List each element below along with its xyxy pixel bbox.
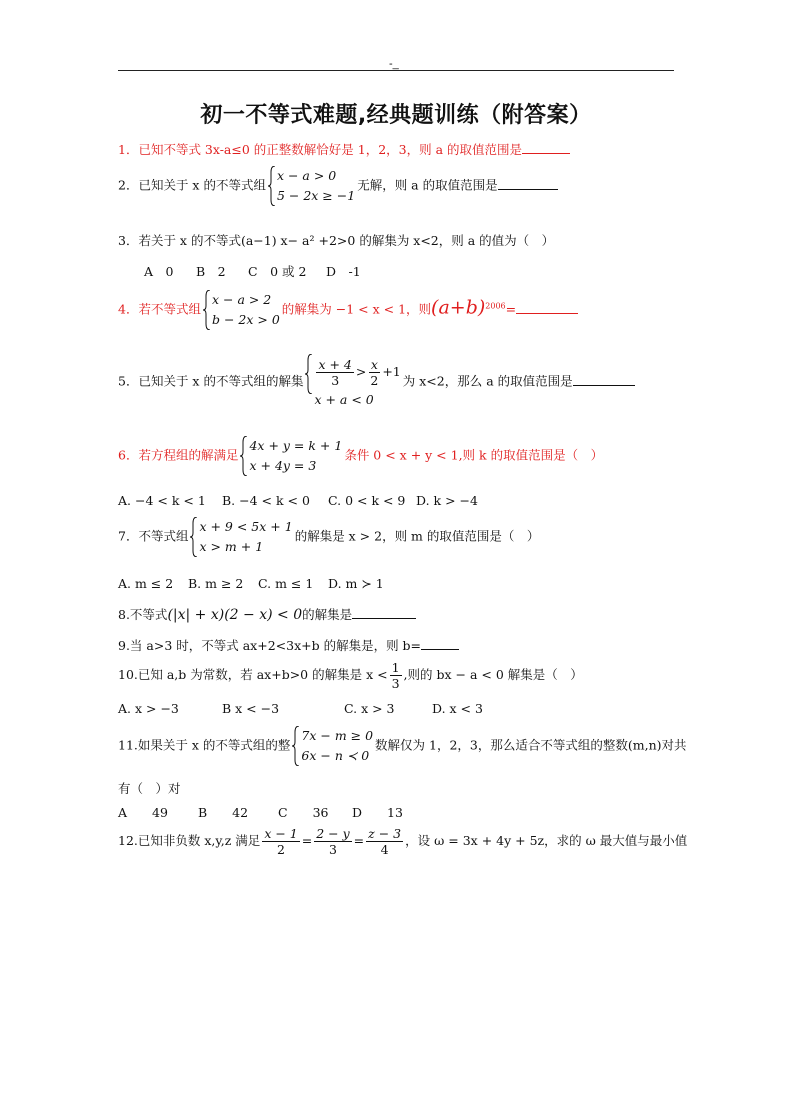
option-d: D. x < 3 bbox=[432, 701, 483, 716]
option-d: D. m ≻ 1 bbox=[328, 576, 384, 591]
question-8-post: 的解集是 bbox=[302, 607, 353, 622]
question-3-text: 3．若关于 x 的不等式(a−1) x− a² +2>0 的解集为 x<2，则 a 的值为（ ） bbox=[118, 233, 555, 248]
option-d: D 13 bbox=[352, 805, 403, 820]
question-4 bbox=[118, 290, 578, 330]
fraction-denominator: 4 bbox=[380, 842, 389, 857]
fraction bbox=[368, 357, 380, 388]
fraction-numerator: 1 bbox=[391, 660, 400, 675]
question-2-pre: 2．已知关于 x 的不等式组 bbox=[118, 177, 266, 193]
brace-icon bbox=[305, 354, 313, 394]
question-10 bbox=[118, 660, 583, 691]
operator: +1 bbox=[382, 364, 401, 379]
question-11-line-2: 有（ ）对 bbox=[118, 781, 181, 796]
question-6-options bbox=[118, 493, 478, 509]
system-line-1: x + 9 < 5x + 1 bbox=[199, 519, 293, 534]
option-a: A. −4 < k < 1 bbox=[118, 493, 206, 508]
system-line-1: 7x − m ≥ 0 bbox=[301, 728, 374, 743]
fraction-denominator: 3 bbox=[391, 676, 400, 691]
option-d: D. k > −4 bbox=[416, 493, 478, 508]
fraction-numerator: x + 4 bbox=[318, 357, 352, 372]
inequality-system bbox=[292, 726, 373, 766]
system-line-2: x + 4y = 3 bbox=[249, 458, 317, 473]
question-11-post: 数解仅为 1，2，3，那么适合不等式组的整数(m,n)对共 bbox=[375, 737, 687, 753]
question-9-text: 9.当 a>3 时，不等式 ax+2<3x+b 的解集是，则 b= bbox=[118, 638, 422, 653]
system-line-1: x − a > 2 bbox=[211, 292, 272, 307]
answer-blank bbox=[516, 301, 578, 314]
equation-system bbox=[240, 436, 342, 476]
system-line-2: 6x − n ≺ 0 bbox=[301, 748, 370, 763]
question-7-pre: 7．不等式组 bbox=[118, 528, 189, 544]
option-c: C 0 或 2 bbox=[248, 264, 307, 279]
inequality-system bbox=[268, 166, 355, 206]
operator: = bbox=[301, 833, 313, 848]
question-11-pre: 11.如果关于 x 的不等式组的整 bbox=[118, 737, 291, 753]
system-line-2: 5 − 2x ≥ −1 bbox=[276, 188, 356, 203]
question-6-post: 条件 0 < x + y < 1,则 k 的取值范围是（ ） bbox=[344, 447, 604, 463]
question-3 bbox=[118, 233, 554, 249]
question-9 bbox=[118, 637, 459, 654]
option-b: B 42 bbox=[198, 805, 249, 820]
option-a: A 0 bbox=[144, 264, 174, 279]
option-a: A 49 bbox=[118, 805, 168, 820]
system-line-1: 4x + y = k + 1 bbox=[249, 438, 343, 453]
question-12 bbox=[118, 826, 687, 857]
header-mark: -_ bbox=[389, 58, 399, 70]
answer-blank bbox=[498, 177, 558, 190]
fraction-numerator: z − 3 bbox=[368, 826, 402, 841]
header-rule bbox=[118, 70, 674, 71]
fraction bbox=[314, 826, 351, 857]
brace-icon bbox=[240, 436, 248, 476]
question-4-post: = bbox=[505, 301, 517, 317]
question-1 bbox=[118, 141, 570, 158]
system-line-2: x + a < 0 bbox=[314, 392, 374, 407]
brace-icon bbox=[268, 166, 276, 206]
brace-icon bbox=[292, 726, 300, 766]
fraction-denominator: 2 bbox=[370, 373, 379, 388]
fraction-numerator: x − 1 bbox=[264, 826, 298, 841]
answer-blank bbox=[573, 373, 635, 386]
question-8-pre: 8.不等式 bbox=[118, 607, 168, 622]
fraction bbox=[390, 660, 402, 691]
option-d: D -1 bbox=[326, 264, 361, 279]
question-2-post: 无解，则 a 的取值范围是 bbox=[357, 177, 498, 193]
power-base: (a+b) bbox=[431, 296, 486, 319]
fraction bbox=[262, 826, 299, 857]
question-11-options bbox=[118, 805, 403, 821]
question-7-post: 的解集是 x > 2，则 m 的取值范围是（ ） bbox=[294, 528, 540, 544]
question-4-mid: 的解集为 −1 < x < 1，则 bbox=[281, 301, 432, 317]
page-title: 初一不等式难题,经典题训练（附答案） bbox=[200, 103, 592, 128]
fraction-denominator: 3 bbox=[328, 842, 337, 857]
option-a: A. x > −3 bbox=[118, 701, 179, 716]
option-c: C 36 bbox=[278, 805, 329, 820]
question-10-pre: 10.已知 a,b 为常数，若 ax+b>0 的解集是 x < bbox=[118, 667, 388, 682]
option-b: B. −4 < k < 0 bbox=[222, 493, 310, 508]
fraction-denominator: 2 bbox=[277, 842, 285, 857]
brace-icon bbox=[203, 290, 211, 330]
option-c: C. m ≤ 1 bbox=[258, 576, 314, 591]
question-6-pre: 6．若方程组的解满足 bbox=[118, 447, 239, 463]
question-3-options bbox=[144, 264, 361, 280]
inequality-expression: (|x| + x)(2 − x) < 0 bbox=[167, 607, 303, 623]
fraction-denominator: 3 bbox=[331, 373, 340, 388]
fraction bbox=[366, 826, 403, 857]
brace-icon bbox=[190, 517, 198, 557]
answer-blank bbox=[352, 606, 416, 619]
fraction-numerator: 2 − y bbox=[316, 826, 350, 841]
system-line-1 bbox=[314, 354, 400, 390]
option-a: A. m ≤ 2 bbox=[118, 576, 174, 591]
fraction bbox=[316, 357, 353, 388]
option-c: C. x > 3 bbox=[344, 701, 395, 716]
inequality-system bbox=[203, 290, 280, 330]
question-7 bbox=[118, 517, 539, 557]
question-5-pre: 5．已知关于 x 的不等式组的解集 bbox=[118, 373, 304, 389]
question-10-options bbox=[118, 701, 483, 717]
answer-blank bbox=[421, 637, 459, 650]
operator: = bbox=[353, 833, 365, 848]
fraction-numerator: x bbox=[370, 357, 378, 372]
system-line-2: x > m + 1 bbox=[199, 539, 264, 554]
question-4-pre: 4．若不等式组 bbox=[118, 301, 201, 317]
option-b: B x < −3 bbox=[222, 701, 280, 716]
inequality-system bbox=[305, 354, 400, 410]
answer-blank bbox=[522, 141, 570, 154]
option-b: B 2 bbox=[196, 264, 226, 279]
question-10-post: ,则的 bx − a < 0 解集是（ ） bbox=[403, 667, 583, 682]
question-11 bbox=[118, 726, 687, 766]
question-2 bbox=[118, 166, 558, 206]
question-5-post: 为 x<2，那么 a 的取值范围是 bbox=[402, 373, 573, 389]
inequality-system bbox=[190, 517, 292, 557]
question-1-text: 1．已知不等式 3x-a≤0 的正整数解恰好是 1，2，3，则 a 的取值范围是 bbox=[118, 142, 523, 157]
option-b: B. m ≥ 2 bbox=[188, 576, 244, 591]
question-7-options bbox=[118, 576, 384, 592]
question-5 bbox=[118, 354, 635, 410]
power-exponent: 2006 bbox=[485, 301, 506, 311]
question-12-post: ，设 ω = 3x + 4y + 5z，求的 ω 最大值与最小值 bbox=[405, 833, 688, 848]
question-8 bbox=[118, 606, 416, 623]
system-line-2: b − 2x > 0 bbox=[211, 312, 280, 327]
option-c: C. 0 < k < 9 bbox=[328, 493, 406, 508]
question-12-pre: 12.已知非负数 x,y,z 满足 bbox=[118, 833, 261, 848]
question-6 bbox=[118, 436, 603, 476]
operator: > bbox=[355, 364, 367, 379]
system-line-1: x − a > 0 bbox=[276, 168, 337, 183]
